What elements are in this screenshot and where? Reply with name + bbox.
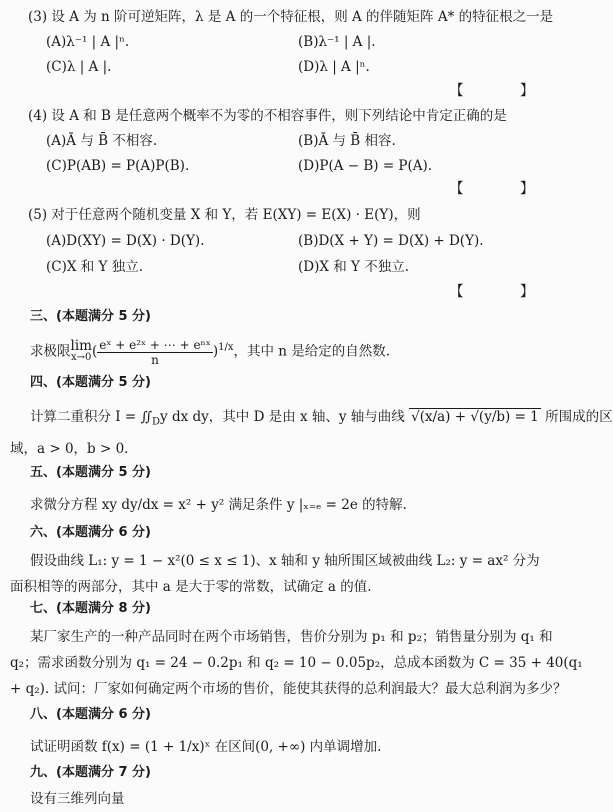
- section-7-line2: q₂；需求函数分别为 q₁ = 24 − 0.2p₁ 和 q₂ = 10 − 0.05p₂，总成本函数为 C = 35 + 40(q₁: [10, 655, 583, 671]
- section-7-line3: + q₂). 试问：厂家如何确定两个市场的售价，能使其获得的总利润最大？最大总利润为多少？: [10, 681, 567, 697]
- limit-subscript: x→0: [71, 352, 92, 363]
- q4-option-b: (B)Ā 与 B̄ 相容.: [298, 133, 396, 149]
- q3-stem: (3) 设 A 为 n 阶可逆矩阵，λ 是 A 的一个特征根，则 A 的伴随矩阵 A* 的特征根之一是: [28, 9, 554, 25]
- q3-answer-bracket: 【 】: [449, 83, 560, 99]
- section-4-curve: √(x/a) + √(y/b) = 1: [411, 409, 539, 425]
- section-3-power: 1/x: [218, 342, 234, 353]
- section-3-body: 求极限 lim x→0 ( $\frac{\text{eˣ + e²ˣ + ⋯ + eⁿˣ}}{n}$ )$^{1/x}$，其中 n 是给定的自然数.: [30, 337, 391, 367]
- limit-symbol: lim: [70, 338, 92, 354]
- q3-option-d: (D)λ | A |ⁿ.: [298, 59, 370, 75]
- section-9-text: 设有三维列向量: [30, 791, 125, 807]
- section-4-mid: y dx dy，其中 D 是由 x 轴、y 轴与曲线: [160, 409, 410, 425]
- q5-option-b: (B)D(X + Y) = D(X) + D(Y).: [298, 233, 484, 249]
- section-6-line1: 假设曲线 L₁: y = 1 − x²(0 ≤ x ≤ 1)、x 轴和 y 轴所围区域被曲线 L₂: y = ax² 分为: [30, 553, 540, 569]
- section-4-body: [30, 402, 613, 438]
- section-5-title: 五、(本题满分 5 分): [30, 465, 151, 480]
- section-9-title: 九、(本题满分 7 分): [30, 765, 151, 780]
- section-4-title: 四、(本题满分 5 分): [30, 375, 151, 390]
- q4-option-d: (D)P(A − B) = P(A).: [298, 158, 433, 174]
- q4-option-a: (A)Ā 与 B̄ 不相容.: [46, 133, 158, 149]
- q3-option-b: (B)λ⁻¹ | A |.: [298, 34, 376, 50]
- q5-answer-bracket: 【 】: [449, 284, 560, 300]
- section-4-pre: 计算二重积分 I = ∬: [30, 409, 153, 425]
- section-4-post: 所围成的区: [540, 409, 613, 425]
- section-3-numerator: eˣ + e²ˣ + ⋯ + eⁿˣ: [99, 337, 211, 352]
- section-6-title: 六、(本题满分 6 分): [30, 525, 151, 540]
- q5-option-d: (D)X 和 Y 不独立.: [298, 259, 410, 275]
- section-4-domain-subscript: D: [152, 416, 161, 428]
- section-7-line1: 某厂家生产的一种产品同时在两个市场销售，售价分别为 p₁ 和 p₂；销售量分别为 q₁ 和: [30, 629, 553, 645]
- section-6-line2: 面积相等的两部分，其中 a 是大于零的常数，试确定 a 的值.: [10, 579, 372, 595]
- section-3-pre: 求极限: [30, 343, 71, 360]
- section-4-line2: 域，a > 0，b > 0.: [10, 441, 129, 457]
- section-7-title: 七、(本题满分 8 分): [30, 601, 151, 616]
- section-8-text: 试证明函数 f(x) = (1 + 1/x)ˣ 在区间(0, +∞) 内单调增加.: [30, 739, 382, 755]
- section-3-title: 三、(本题满分 5 分): [30, 309, 151, 324]
- q4-answer-bracket: 【 】: [449, 181, 560, 197]
- section-3-denominator: n: [151, 352, 159, 367]
- q5-option-a: (A)D(XY) = D(X) · D(Y).: [46, 233, 205, 249]
- section-3-fraction: [97, 338, 213, 367]
- q3-option-a: (A)λ⁻¹ | A |ⁿ.: [46, 34, 130, 50]
- q5-stem: (5) 对于任意两个随机变量 X 和 Y，若 E(XY) = E(X) · E(Y)，则: [28, 207, 421, 223]
- q4-option-c: (C)P(AB) = P(A)P(B).: [46, 158, 190, 174]
- section-5-text: 求微分方程 xy dy/dx = x² + y² 满足条件 y |ₓ₌ₑ = 2e 的特解.: [30, 497, 407, 513]
- q4-stem: (4) 设 A 和 B 是任意两个概率不为零的不相容事件，则下列结论中肯定正确的是: [28, 108, 507, 124]
- q5-option-c: (C)X 和 Y 独立.: [46, 259, 144, 275]
- section-8-title: 八、(本题满分 6 分): [30, 707, 151, 722]
- section-3-post: ，其中 n 是给定的自然数.: [233, 343, 391, 360]
- q3-option-c: (C)λ | A |.: [46, 59, 112, 75]
